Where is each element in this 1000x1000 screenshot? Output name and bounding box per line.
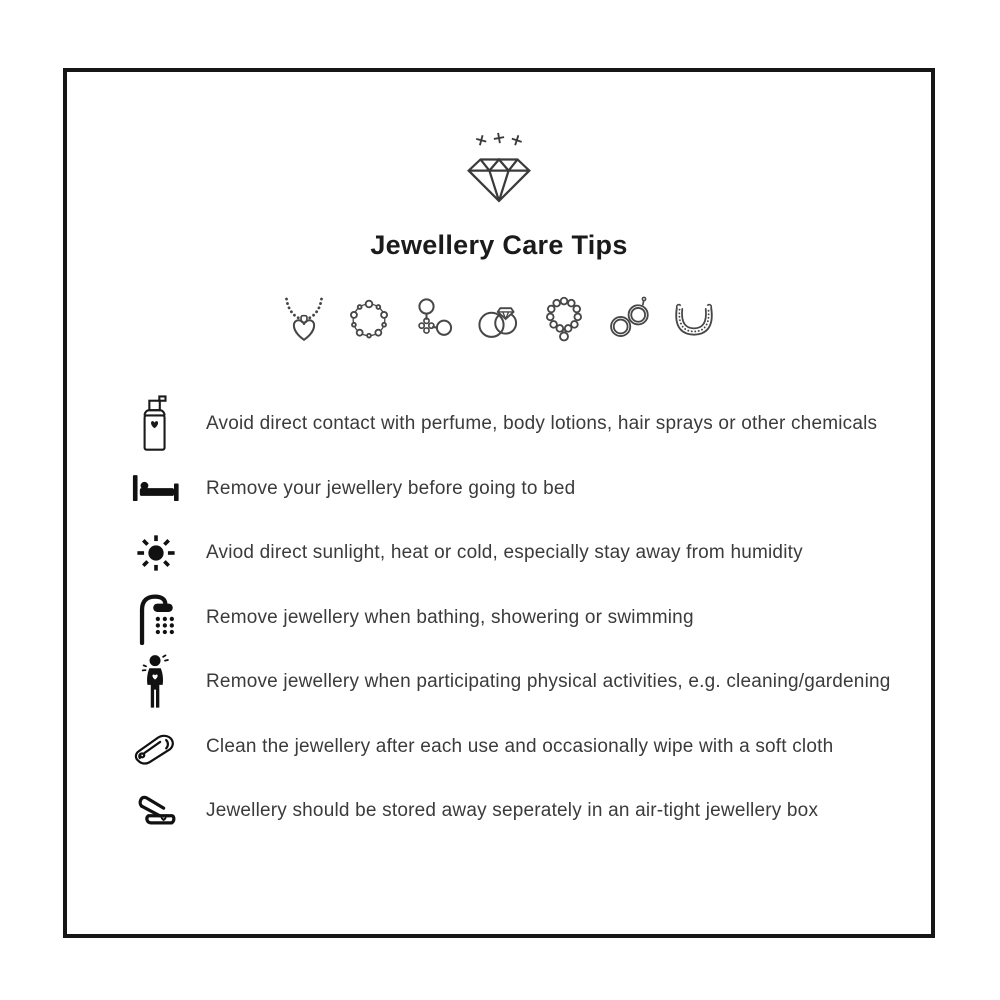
tip-text: Jewellery should be stored away seperately in an air-tight jewellery box (206, 800, 819, 822)
jewellery-box-icon (132, 779, 180, 843)
jewellery-icon-strip (67, 294, 931, 344)
tip-row (132, 392, 901, 457)
stud-earrings-icon (409, 294, 459, 344)
tip-row (132, 521, 901, 586)
heart-pendant-necklace-icon (279, 294, 329, 344)
tip-text: Aviod direct sunlight, heat or cold, especially stay away from humidity (206, 542, 803, 564)
sun-icon (132, 521, 180, 585)
page-title: Jewellery Care Tips (370, 230, 628, 260)
beaded-bracelet-icon (344, 294, 394, 344)
perfume-spray-bottle-icon (132, 392, 180, 456)
bed-icon (132, 457, 180, 521)
hoop-earrings-icon (604, 294, 654, 344)
diamond-sparkle-icon (462, 132, 536, 204)
wedding-rings-icon (474, 294, 524, 344)
tip-text: Clean the jewellery after each use and occasionally wipe with a soft cloth (206, 735, 834, 757)
tips-list (132, 392, 901, 844)
poster-frame (63, 68, 935, 938)
shower-icon (132, 586, 180, 650)
header-logo (67, 132, 931, 204)
soft-cloth-icon (132, 715, 180, 779)
tip-row (132, 586, 901, 651)
tip-row (132, 715, 901, 780)
tip-text: Remove your jewellery before going to bed (206, 477, 576, 499)
person-sweating-icon (132, 650, 180, 714)
bangle-cuff-icon (669, 294, 719, 344)
tip-text: Remove jewellery when participating physical activities, e.g. cleaning/gardening (206, 671, 891, 693)
tip-text: Avoid direct contact with perfume, body lotions, hair sprays or other chemicals (206, 413, 878, 435)
tip-row (132, 457, 901, 522)
tip-text: Remove jewellery when bathing, showering or swimming (206, 606, 694, 628)
pearl-necklace-icon (539, 294, 589, 344)
tip-row (132, 650, 901, 715)
tip-row (132, 779, 901, 844)
